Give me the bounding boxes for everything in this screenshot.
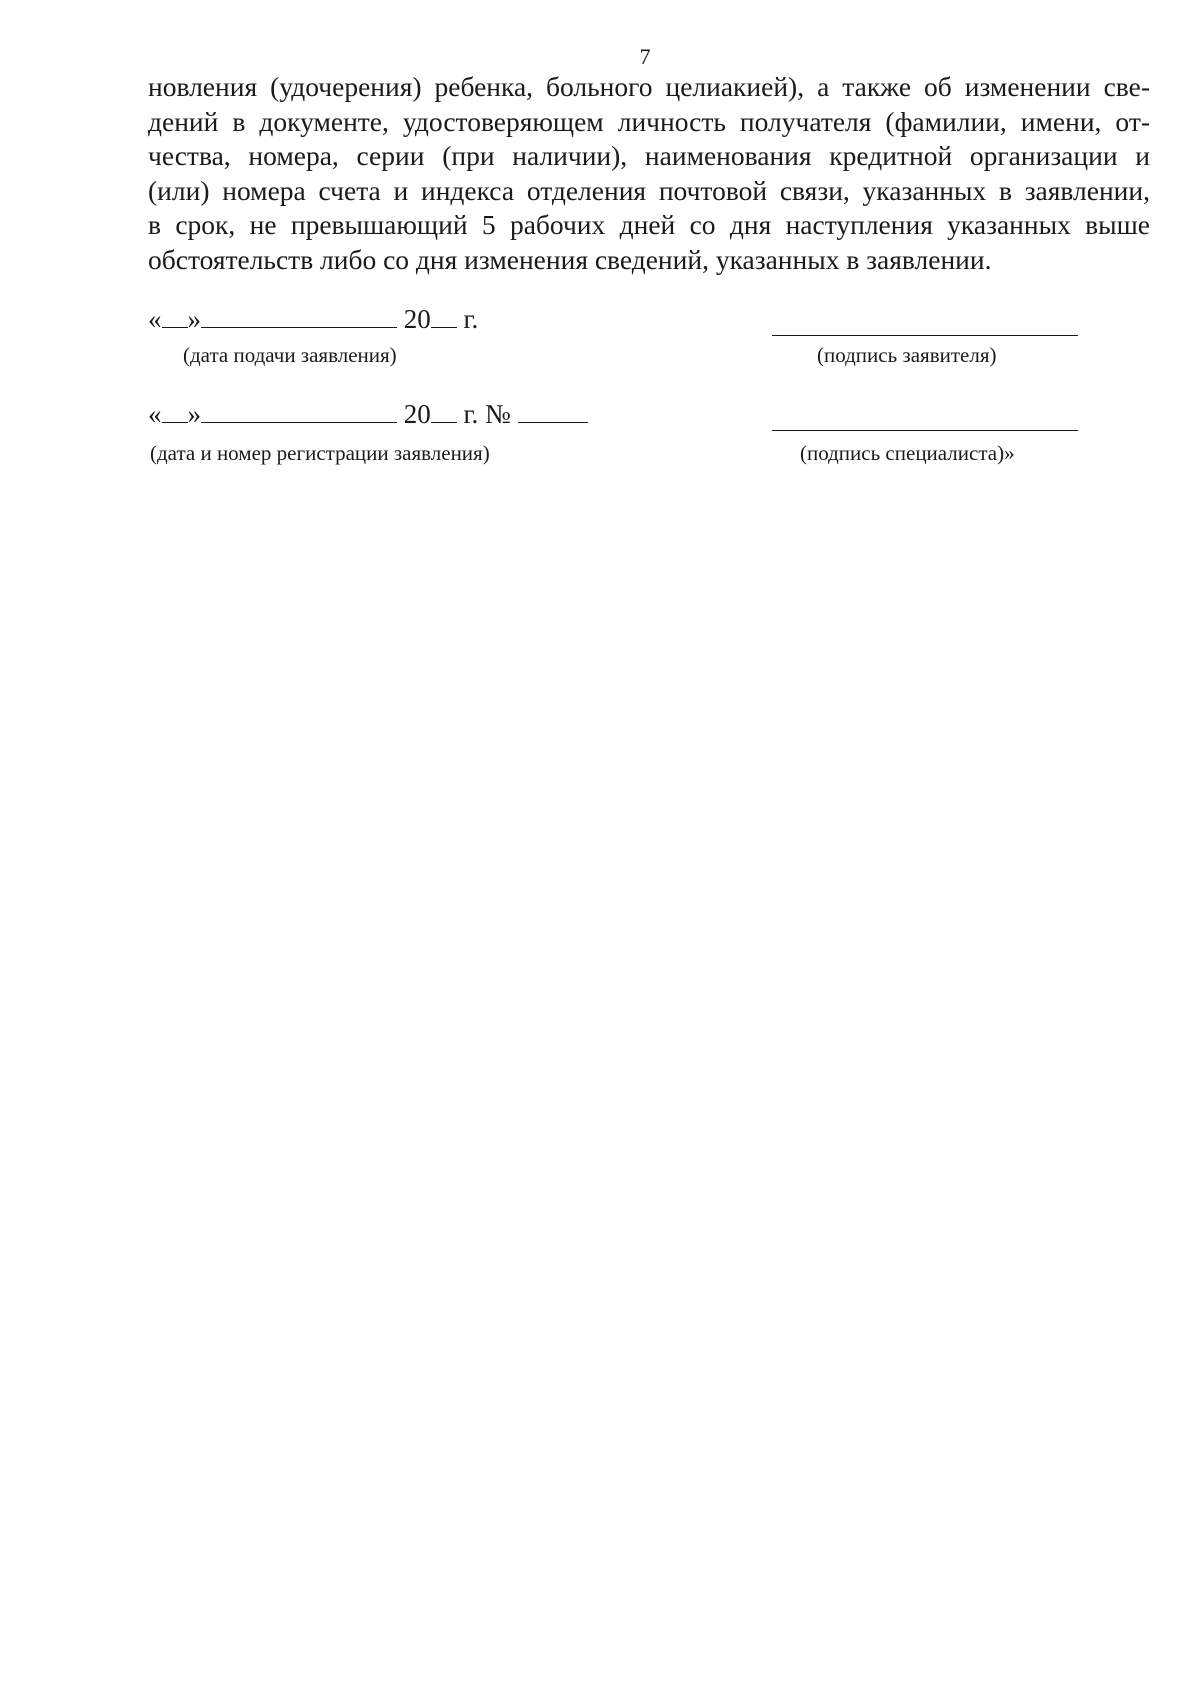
- body-line: новления (удочерения) ребенка, больного целиакией), а также об изменении све-: [148, 71, 1150, 102]
- year-suffix: г.: [463, 304, 479, 334]
- applicant-signature-caption: (подпись заявителя): [817, 343, 997, 367]
- submission-date-field: [148, 303, 478, 335]
- quote-close: »: [187, 304, 201, 334]
- year-blank: [431, 398, 457, 423]
- year-suffix: г. №: [463, 399, 511, 429]
- quote-close: »: [187, 399, 201, 429]
- year-prefix: 20: [403, 304, 431, 334]
- submission-date-caption: (дата подачи заявления): [183, 343, 397, 367]
- body-line: чества, номера, серии (при наличии), наименования кредитной организации и: [148, 140, 1150, 172]
- specialist-signature-line: [772, 430, 1078, 431]
- specialist-signature-caption: (подпись специалиста)»: [800, 441, 1015, 465]
- registration-number-blank: [518, 398, 588, 423]
- body-line: обстоятельств либо со дня изменения сведений, указанных в заявлении.: [148, 243, 992, 275]
- registration-date-field: [148, 398, 588, 430]
- month-blank: [201, 303, 397, 328]
- body-line: дений в документе, удостоверяющем личность получателя (фамилии, имени, от-: [148, 105, 1150, 137]
- body-line: в срок, не превышающий 5 рабочих дней со дня наступления указанных выше: [148, 209, 1150, 241]
- page-number: 7: [639, 44, 651, 69]
- quote-open: «: [148, 304, 162, 334]
- registration-caption: (дата и номер регистрации заявления): [150, 441, 490, 465]
- month-blank: [201, 398, 397, 423]
- quote-open: «: [148, 399, 162, 429]
- day-blank: [162, 303, 188, 328]
- year-prefix: 20: [403, 399, 431, 429]
- day-blank: [162, 398, 188, 423]
- body-line: (или) номера счета и индекса отделения почтовой связи, указанных в заявлении,: [148, 174, 1150, 206]
- applicant-signature-line: [772, 335, 1078, 336]
- body-paragraph: [148, 70, 1150, 278]
- year-blank: [431, 303, 457, 328]
